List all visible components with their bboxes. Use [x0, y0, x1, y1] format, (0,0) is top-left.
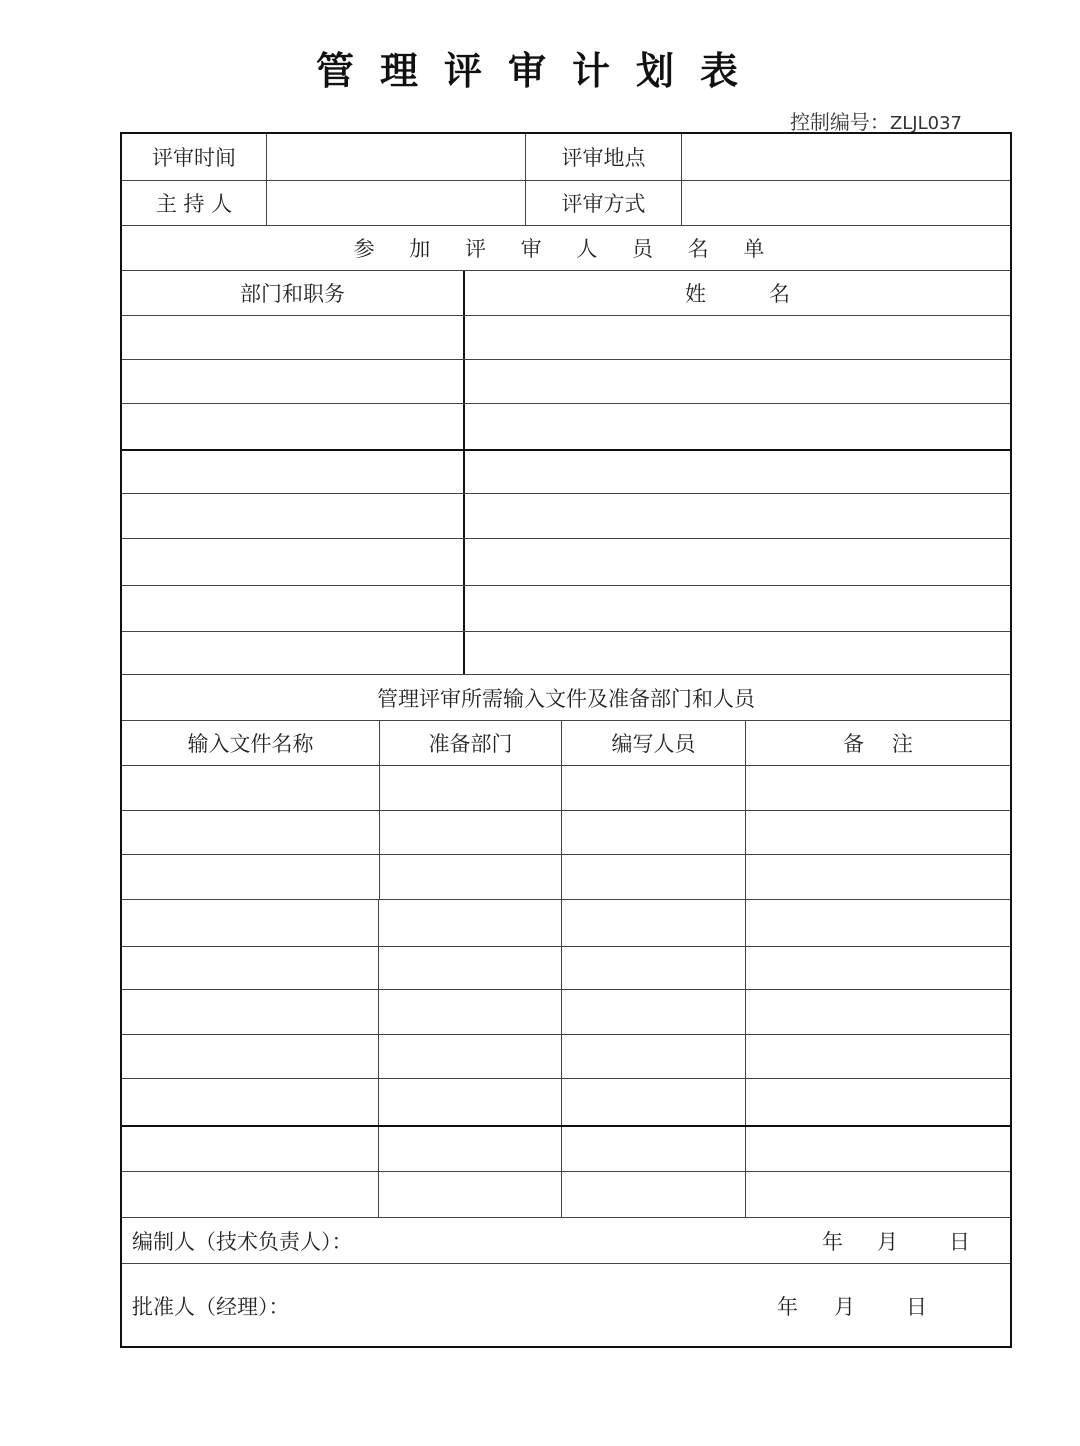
review-place-field[interactable]	[682, 134, 1010, 180]
input-note-cell[interactable]	[746, 1035, 1010, 1078]
participants-section-title: 参 加 评 审 人 员 名 单	[353, 237, 779, 261]
header-row-2	[122, 181, 1010, 226]
participant-dept-cell[interactable]	[122, 404, 465, 449]
approver-signature-field[interactable]	[722, 1264, 1010, 1348]
participants-header-row	[122, 271, 1010, 316]
compiler-month-label: 月	[877, 1229, 898, 1254]
review-time-label: 评审时间	[122, 134, 267, 180]
input-row	[122, 1127, 1010, 1172]
participants-section-title-row	[122, 226, 1010, 271]
input-dept-cell[interactable]	[380, 811, 562, 854]
participant-row	[122, 451, 1010, 494]
input-note-cell[interactable]	[746, 900, 1010, 946]
input-dept-cell[interactable]	[379, 1079, 562, 1125]
input-writer-cell[interactable]	[562, 811, 746, 854]
participant-dept-cell[interactable]	[122, 451, 465, 493]
inputs-section-title-row	[122, 675, 1010, 721]
approver-label: 批准人（经理）：	[132, 1295, 290, 1319]
header-row-1	[122, 134, 1010, 181]
inputs-col-file: 输入文件名称	[122, 721, 380, 765]
input-dept-cell[interactable]	[379, 990, 562, 1034]
control-number	[790, 106, 962, 135]
input-row	[122, 855, 1010, 900]
participant-row	[122, 404, 1010, 451]
review-method-label: 评审方式	[526, 181, 682, 225]
participant-name-cell[interactable]	[465, 494, 1010, 538]
input-file-cell[interactable]	[122, 855, 380, 899]
form-title: 管理评审计划表	[315, 49, 764, 93]
input-dept-cell[interactable]	[379, 947, 562, 989]
input-writer-cell[interactable]	[562, 1035, 746, 1078]
input-file-cell[interactable]	[122, 1127, 379, 1171]
participant-dept-cell[interactable]	[122, 316, 465, 359]
participant-name-cell[interactable]	[465, 586, 1010, 631]
input-file-cell[interactable]	[122, 1172, 379, 1217]
participant-dept-cell[interactable]	[122, 494, 465, 538]
input-row	[122, 947, 1010, 990]
host-label: 主 持 人	[122, 181, 267, 225]
participant-name-cell[interactable]	[465, 539, 1010, 585]
input-writer-cell[interactable]	[562, 855, 746, 899]
review-method-field[interactable]	[682, 181, 1010, 225]
input-note-cell[interactable]	[746, 766, 1010, 810]
input-row	[122, 766, 1010, 811]
participant-row	[122, 360, 1010, 404]
input-note-cell[interactable]	[746, 1079, 1010, 1125]
input-writer-cell[interactable]	[562, 990, 746, 1034]
input-writer-cell[interactable]	[562, 1079, 746, 1125]
input-dept-cell[interactable]	[379, 1035, 562, 1078]
compiler-day-label: 日	[949, 1229, 970, 1254]
participant-row	[122, 316, 1010, 360]
participant-row	[122, 539, 1010, 586]
input-dept-cell[interactable]	[379, 900, 562, 946]
input-dept-cell[interactable]	[379, 1172, 562, 1217]
participant-dept-cell[interactable]	[122, 360, 465, 403]
input-writer-cell[interactable]	[562, 900, 746, 946]
control-number-code: ZLJL037	[889, 113, 962, 134]
input-file-cell[interactable]	[122, 990, 379, 1034]
input-row	[122, 1035, 1010, 1079]
input-row	[122, 900, 1010, 947]
control-number-label: 控制编号：	[789, 110, 890, 134]
input-file-cell[interactable]	[122, 1035, 379, 1078]
participant-name-cell[interactable]	[465, 404, 1010, 449]
inputs-header-row	[122, 721, 1010, 766]
input-row	[122, 990, 1010, 1035]
review-plan-form	[120, 132, 1012, 1348]
input-note-cell[interactable]	[746, 1127, 1010, 1171]
input-writer-cell[interactable]	[562, 766, 746, 810]
input-note-cell[interactable]	[746, 811, 1010, 854]
input-row	[122, 1079, 1010, 1127]
compiler-label: 编制人（技术负责人）：	[132, 1229, 353, 1254]
input-writer-cell[interactable]	[562, 947, 746, 989]
review-place-label: 评审地点	[526, 134, 682, 180]
input-note-cell[interactable]	[746, 990, 1010, 1034]
input-writer-cell[interactable]	[562, 1127, 746, 1171]
inputs-col-writer: 编写人员	[562, 721, 746, 765]
participant-row	[122, 586, 1010, 632]
participant-dept-cell[interactable]	[122, 539, 465, 585]
input-file-cell[interactable]	[122, 947, 379, 989]
input-row	[122, 1172, 1010, 1218]
compiler-row	[122, 1218, 1010, 1264]
participant-name-cell[interactable]	[465, 451, 1010, 493]
participant-dept-cell[interactable]	[122, 586, 465, 631]
inputs-col-dept: 准备部门	[380, 721, 562, 765]
input-file-cell[interactable]	[122, 811, 380, 854]
approver-row	[122, 1264, 1010, 1348]
host-field[interactable]	[267, 181, 526, 225]
input-file-cell[interactable]	[122, 1079, 379, 1125]
input-writer-cell[interactable]	[562, 1172, 746, 1217]
participant-dept-cell[interactable]	[122, 632, 465, 674]
compiler-year-label: 年	[822, 1229, 843, 1254]
inputs-col-note: 备 注	[843, 732, 913, 756]
participants-col-dept: 部门和职务	[122, 271, 465, 315]
approver-year-label: 年	[777, 1295, 798, 1319]
input-row	[122, 811, 1010, 855]
input-note-cell[interactable]	[746, 947, 1010, 989]
input-note-cell[interactable]	[746, 1172, 1010, 1217]
participants-col-name: 姓 名	[685, 282, 790, 306]
participant-name-cell[interactable]	[465, 316, 1010, 359]
input-dept-cell[interactable]	[379, 1127, 562, 1171]
input-note-cell[interactable]	[746, 855, 1010, 899]
participant-row	[122, 494, 1010, 539]
participant-name-cell[interactable]	[465, 632, 1010, 674]
approver-day-label: 日	[906, 1295, 927, 1319]
participant-row	[122, 632, 1010, 675]
participant-name-cell[interactable]	[465, 360, 1010, 403]
input-dept-cell[interactable]	[380, 766, 562, 810]
input-file-cell[interactable]	[122, 766, 380, 810]
inputs-section-title: 管理评审所需输入文件及准备部门和人员	[377, 686, 755, 711]
review-time-field[interactable]	[267, 134, 526, 180]
input-dept-cell[interactable]	[380, 855, 562, 899]
input-file-cell[interactable]	[122, 900, 379, 946]
approver-month-label: 月	[834, 1295, 855, 1319]
